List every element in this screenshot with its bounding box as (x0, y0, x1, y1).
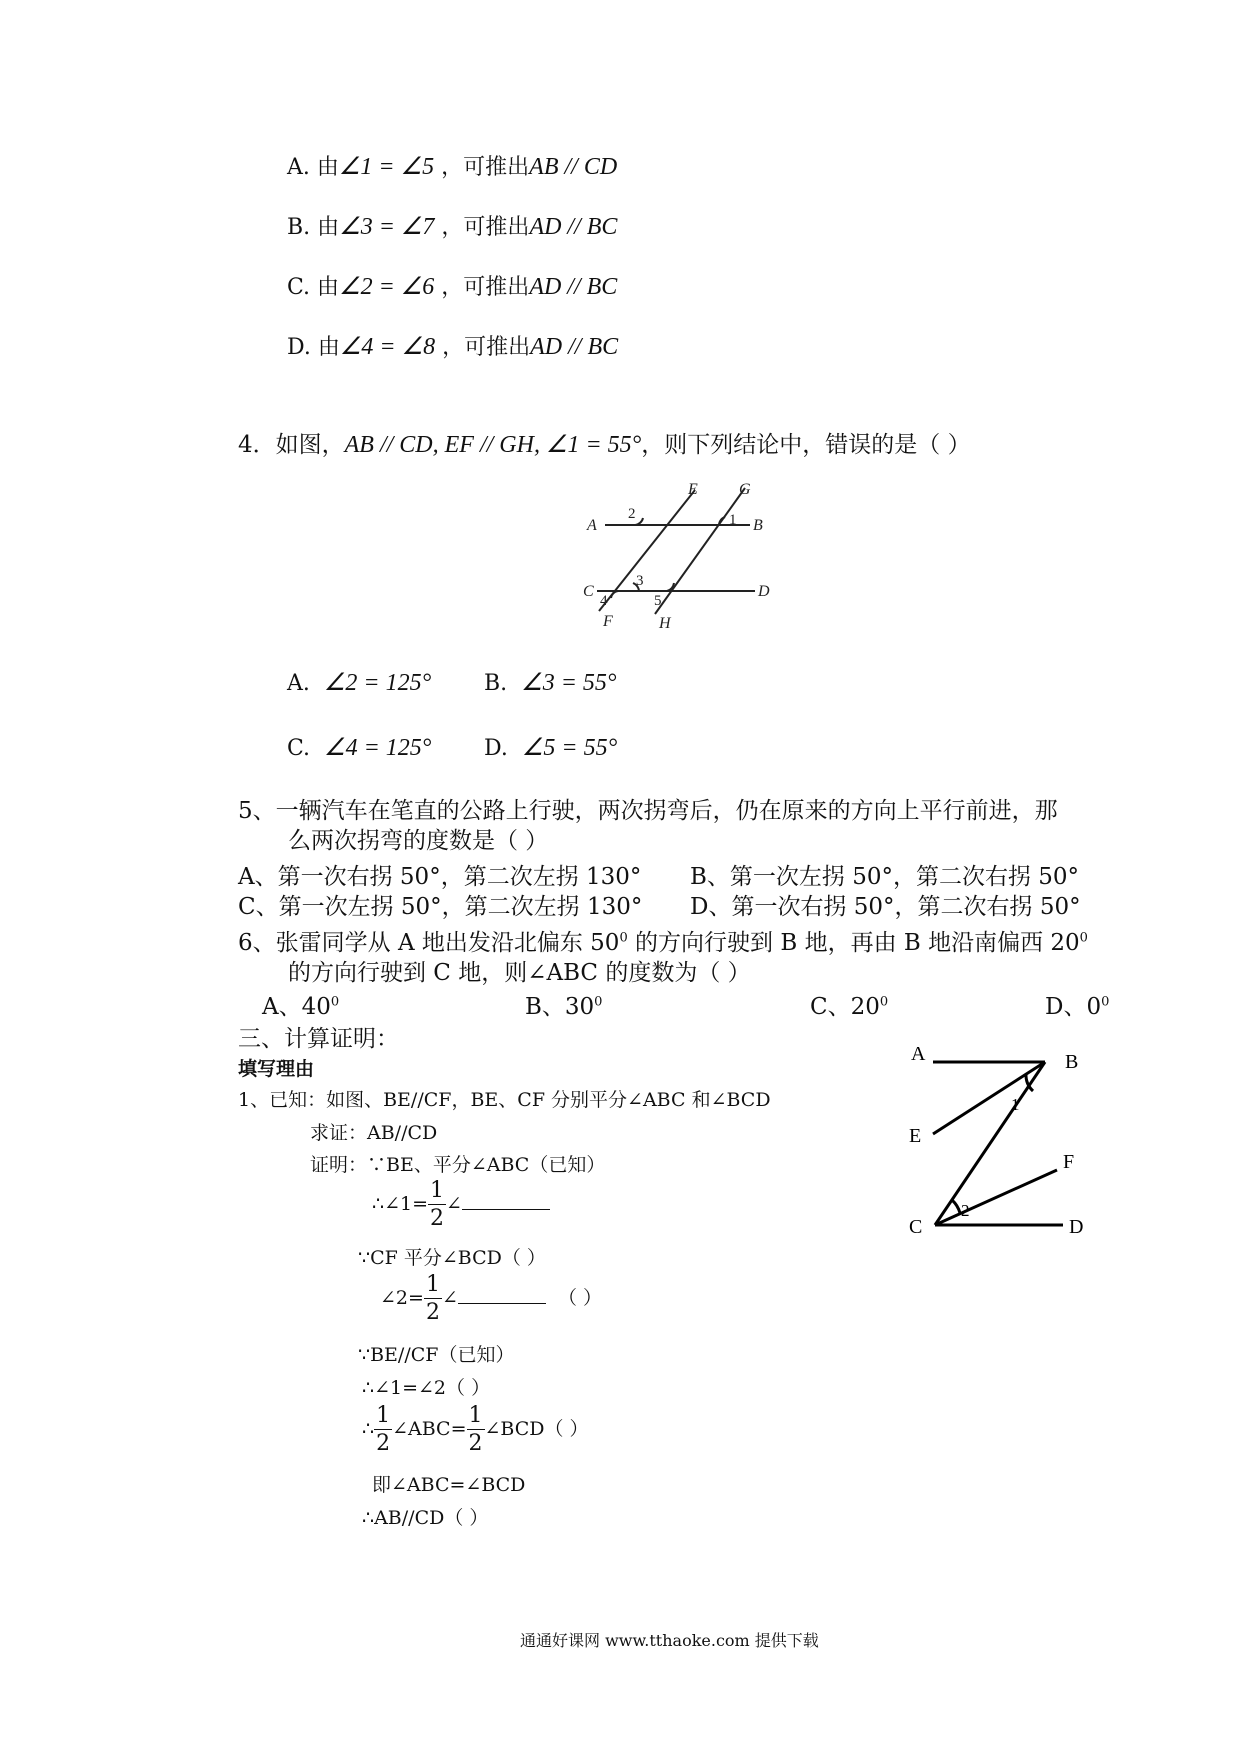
q6-line1 (238, 924, 1088, 957)
fig-label-e: E (909, 1125, 922, 1147)
option-text: ∠4 = 125° (324, 735, 432, 761)
fig-label-a: A (587, 517, 597, 534)
fig-angle-2: 2 (628, 506, 636, 522)
option-text: ，可推出 (441, 275, 530, 300)
option-text: A、40 (262, 994, 331, 1020)
q5-line1: 5、一辆汽车在笔直的公路上行驶，两次拐弯后，仍在原来的方向上平行前进，那 (238, 798, 1058, 824)
step-text: ∠BCD（ ） (484, 1418, 589, 1440)
step-text: ∠ (441, 1287, 458, 1309)
fig-label-b: B (1065, 1051, 1079, 1073)
fig-label-c: C (583, 583, 594, 600)
prove-line: 求证：AB//CD (310, 1122, 438, 1144)
section-heading: 三、计算证明： (238, 1026, 399, 1052)
line-be (933, 1062, 1045, 1134)
fig-label-c: C (909, 1216, 923, 1238)
angle-mark-4 (611, 591, 618, 598)
q5-line2: 么两次拐弯的度数是（ ） (288, 828, 549, 854)
proof-step-5: ∴∠1=∠2（ ） (362, 1377, 491, 1399)
q3-option-a (287, 150, 617, 181)
fig-angle-4: 4 (600, 593, 608, 609)
q4-given: AB // CD, EF // GH, ∠1 = 55° (344, 432, 642, 458)
option-text: B、30 (525, 994, 595, 1020)
fig-label-f: F (1063, 1151, 1075, 1173)
option-condition: ∠4 = ∠8 (339, 334, 436, 360)
proof-step-1 (372, 1180, 550, 1230)
step-text: ∠ABC= (392, 1418, 467, 1440)
q3-option-b (287, 210, 617, 241)
fig-label-a: A (911, 1043, 926, 1065)
q4-prefix: 4．如图， (238, 432, 345, 458)
proof-step-8: ∴AB//CD（ ） (362, 1507, 489, 1529)
q5-option-a: A、第一次右拐 50°，第二次左拐 130° (238, 864, 642, 890)
option-letter: C. (287, 736, 311, 761)
fig-label-d: D (758, 583, 770, 600)
q3-option-c (287, 270, 617, 301)
footer-credit: 通通好课网 www.tthaoke.com 提供下载 (520, 1631, 819, 1650)
option-text: ，可推出 (441, 215, 530, 240)
fill-blank[interactable] (458, 1287, 546, 1304)
option-sup: 0 (879, 994, 889, 1010)
option-letter: D. (484, 736, 508, 761)
q4-figure (575, 480, 785, 630)
q6-sup: 0 (1079, 930, 1088, 946)
problem-statement: 1、已知：如图、BE//CF，BE、CF 分别平分∠ABC 和∠BCD (238, 1089, 771, 1111)
proof-step-6 (362, 1405, 589, 1455)
q6-option-c (810, 988, 888, 1021)
q4-option-d (484, 733, 617, 762)
fraction-half (424, 1274, 442, 1324)
frac-num: 1 (468, 1403, 483, 1428)
frac-den: 2 (468, 1431, 483, 1456)
q5-option-d: D、第一次右拐 50°，第二次右拐 50° (690, 894, 1081, 920)
angle-mark-2 (952, 1200, 960, 1213)
proof-step-2: ∵CF 平分∠BCD（ ） (358, 1247, 546, 1269)
fig-angle-3: 3 (636, 573, 644, 589)
fig-label-h: H (659, 615, 671, 630)
option-conclusion: AD // BC (530, 334, 619, 360)
step-text: ∠2= (380, 1287, 424, 1309)
q4-option-c (287, 733, 431, 762)
z-figure (895, 1030, 1115, 1240)
option-text: C、20 (810, 994, 880, 1020)
fig-label-b: B (753, 517, 763, 534)
q6-option-d (1045, 988, 1109, 1021)
option-condition: ∠1 = ∠5 (338, 154, 435, 180)
step-text: ∴ (362, 1418, 375, 1440)
frac-den: 2 (425, 1300, 440, 1325)
proof-line-1: 证明：∵BE、平分∠ABC（已知） (310, 1154, 606, 1176)
option-sup: 0 (1101, 994, 1110, 1010)
option-text: D、0 (1045, 994, 1102, 1020)
step-text: （ ） (557, 1287, 602, 1309)
option-text: ∠3 = 55° (521, 670, 617, 696)
option-condition: ∠3 = ∠7 (339, 214, 435, 240)
frac-num: 1 (376, 1403, 391, 1428)
q4-option-b (484, 668, 616, 697)
q4-option-a (287, 668, 431, 697)
option-conclusion: AD // BC (529, 214, 618, 240)
fill-blank[interactable] (462, 1193, 550, 1210)
proof-step-7: 即∠ABC=∠BCD (372, 1474, 526, 1496)
q6-option-a (262, 988, 339, 1021)
q6-text: 6、张雷同学从 A 地出发沿北偏东 50 (238, 930, 620, 956)
q4-stem (238, 426, 971, 459)
proof-step-3 (380, 1274, 602, 1324)
frac-num: 1 (425, 1272, 440, 1297)
fig-angle-1: 1 (729, 512, 737, 528)
option-letter: D. (287, 335, 311, 360)
q4-suffix: ，则下列结论中，错误的是（ ） (641, 432, 971, 458)
option-conclusion: AB // CD (529, 154, 618, 180)
fig-angle-2: 2 (961, 1201, 970, 1220)
q5-option-c: C、第一次左拐 50°，第二次左拐 130° (238, 894, 643, 920)
frac-num: 1 (430, 1178, 445, 1203)
fig-label-e: E (688, 481, 698, 498)
q5-option-b: B、第一次左拐 50°，第二次右拐 50° (690, 864, 1080, 890)
option-text: 由 (317, 215, 340, 240)
step-text: ∠ (446, 1193, 462, 1215)
section-subheading: 填写理由 (238, 1058, 315, 1080)
option-letter: B. (484, 671, 508, 696)
angle-mark-2 (635, 518, 643, 525)
option-letter: A. (287, 155, 310, 180)
step-text: ∴∠1= (372, 1193, 429, 1215)
option-conclusion: AD // BC (529, 274, 618, 300)
fig-label-d: D (1069, 1216, 1084, 1238)
q6-text: 的方向行驶到 B 地，再由 B 地沿南偏西 20 (627, 930, 1080, 956)
proof-step-4: ∵BE//CF（已知） (358, 1344, 515, 1366)
fraction-half (428, 1180, 446, 1230)
fig-label-f: F (603, 613, 613, 630)
option-text: 由 (316, 155, 339, 180)
option-text: 由 (317, 275, 340, 300)
q6-sup: 0 (619, 930, 628, 946)
fig-angle-1: 1 (1011, 1095, 1020, 1114)
q6-option-b (525, 988, 602, 1021)
fraction-half (467, 1405, 485, 1455)
option-sup: 0 (330, 994, 340, 1010)
option-text: ，可推出 (441, 155, 530, 180)
frac-den: 2 (430, 1206, 445, 1231)
fraction-half (374, 1405, 392, 1455)
option-letter: C. (287, 275, 311, 300)
q6-line2: 的方向行驶到 C 地，则∠ABC 的度数为（ ） (288, 960, 751, 986)
option-text: ∠5 = 55° (521, 735, 618, 761)
frac-den: 2 (376, 1431, 391, 1456)
q3-option-d (287, 330, 618, 361)
fig-angle-5: 5 (654, 593, 662, 609)
line-gh (655, 488, 745, 614)
option-letter: B. (287, 215, 311, 240)
option-text: ∠2 = 125° (323, 670, 432, 696)
option-sup: 0 (594, 994, 603, 1010)
option-text: ，可推出 (442, 335, 531, 360)
option-text: 由 (317, 335, 340, 360)
option-condition: ∠2 = ∠6 (339, 274, 435, 300)
option-letter: A. (287, 671, 310, 696)
fig-label-g: G (739, 481, 751, 498)
